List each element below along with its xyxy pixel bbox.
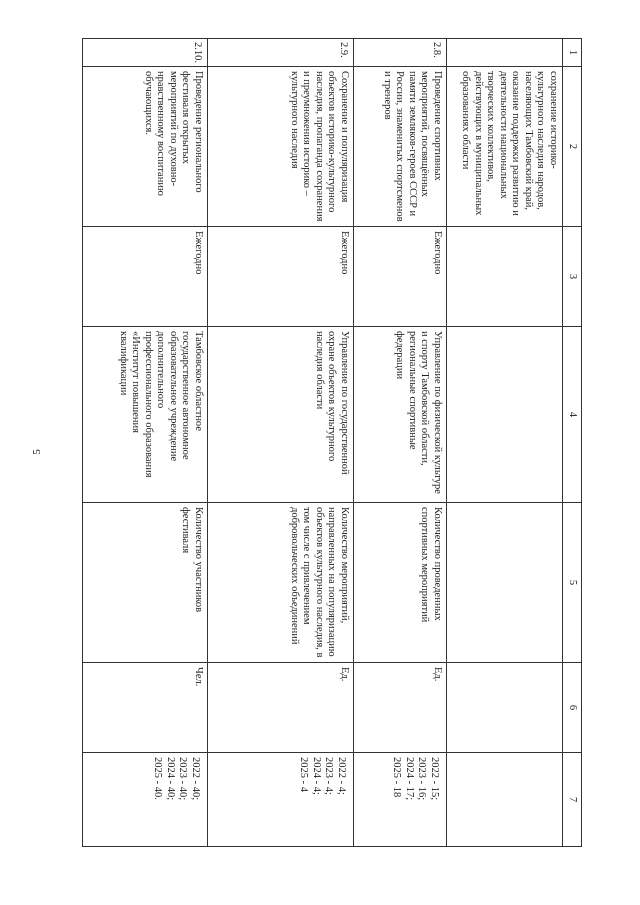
- value-line: 2022 - 15;: [429, 757, 440, 801]
- row-number: [447, 39, 563, 67]
- value-line: 2023 - 4;: [323, 757, 335, 795]
- value-line: 2024 - 40;: [165, 757, 176, 801]
- plan-table: [82, 38, 582, 847]
- header-col-2: 2: [563, 67, 582, 227]
- value-line: 2023 - 40;: [177, 757, 189, 801]
- event-cell: Проведение регионального фестиваля открытых мероприятий по духовно-нравственному воспитанию обучающихся.: [83, 67, 208, 227]
- table-row: [447, 39, 563, 847]
- value-line: 2025 - 40.: [152, 757, 164, 800]
- unit-cell: [447, 663, 563, 753]
- table-row: [354, 39, 447, 847]
- row-number: 2.10.: [83, 39, 208, 67]
- executor-cell: Управление по физической культуре и спорту Тамбовской области, региональные спортивные федерации: [354, 327, 447, 503]
- indicator-cell: [447, 503, 563, 663]
- value-line: 2024 - 4;: [311, 757, 322, 795]
- header-col-3: 3: [563, 227, 582, 327]
- rotated-table-page: [84, 38, 582, 846]
- value-line: 2022 - 4;: [336, 757, 347, 795]
- value-line: 2025 - 18: [391, 757, 403, 798]
- indicator-cell: Количество мероприятий, направленных на популяризацию объектов культурного наследия, в том числе с привлечением добровольческих объединений: [208, 503, 354, 663]
- value-line: 2023 - 16;: [416, 757, 428, 801]
- event-cell: сохранение историко-культурного наследия народов, населяющих Тамбовский край, оказание поддержки развитию и деятельности национальных творческих коллективов, действующих в муниципальных образованиях области: [447, 67, 563, 227]
- row-number: 2.8.: [354, 39, 447, 67]
- value-line: 2022 - 40;: [190, 757, 201, 801]
- row-number: 2.9.: [208, 39, 354, 67]
- unit-cell: Ед.: [354, 663, 447, 753]
- period-cell: [447, 227, 563, 327]
- values-cell: [354, 753, 447, 847]
- page-number: 5: [31, 449, 43, 455]
- unit-cell: Чел.: [83, 663, 208, 753]
- executor-cell: [447, 327, 563, 503]
- values-cell: [447, 753, 563, 847]
- header-col-7: 7: [563, 753, 582, 847]
- values-cell: [83, 753, 208, 847]
- header-col-4: 4: [563, 327, 582, 503]
- header-col-5: 5: [563, 503, 582, 663]
- value-line: 2025 - 4: [298, 757, 310, 792]
- event-cell: Сохранение и популяризация объектов историко-культурного наследия, пропаганда сохранения и преумножения историко – культурного наследия: [208, 67, 354, 227]
- indicator-cell: Количество участников фестиваля: [83, 503, 208, 663]
- values-cell: [208, 753, 354, 847]
- table-row: [208, 39, 354, 847]
- period-cell: Ежегодно: [208, 227, 354, 327]
- table-row: [83, 39, 208, 847]
- header-col-1: 1: [563, 39, 582, 67]
- header-col-6: 6: [563, 663, 582, 753]
- executor-cell: Управление по государственной охране объектов культурного наследия области: [208, 327, 354, 503]
- executor-cell: Тамбовское областное государственное автономное образовательное учреждение дополнительного профессионального образования «Институт повышения квалификации: [83, 327, 208, 503]
- period-cell: Ежегодно: [354, 227, 447, 327]
- header-row: [563, 39, 582, 847]
- period-cell: Ежегодно: [83, 227, 208, 327]
- event-cell: Проведение спортивных мероприятий, посвящённых памяти земляков-героев СССР и России, знаменитых спортсменов и тренеров: [354, 67, 447, 227]
- indicator-cell: Количество проведенных спортивных мероприятий: [354, 503, 447, 663]
- value-line: 2024 - 17;: [404, 757, 415, 801]
- unit-cell: Ед.: [208, 663, 354, 753]
